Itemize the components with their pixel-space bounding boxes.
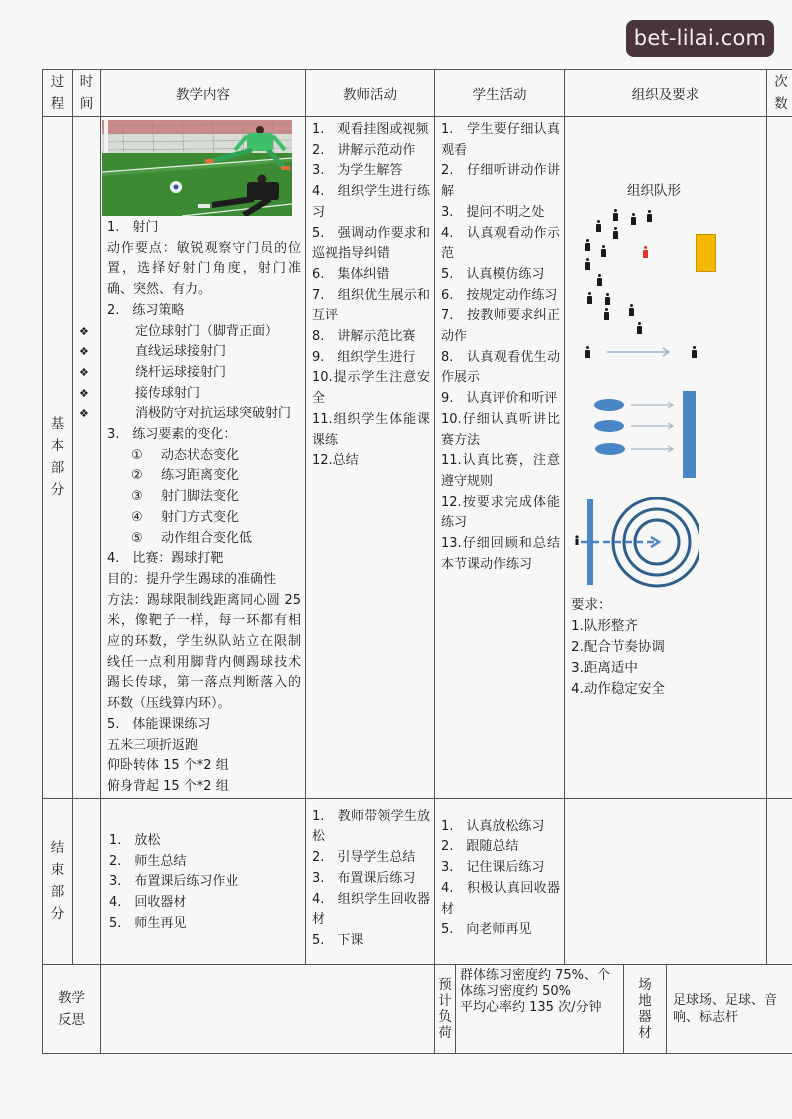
teacher-activity: 6. 集体纠错 xyxy=(312,266,390,282)
student-icon xyxy=(597,274,602,286)
student-icon xyxy=(613,227,618,239)
ending-student-list xyxy=(435,799,564,941)
section-3-title: 3. 练习要素的变化： xyxy=(107,427,237,443)
ending-content-item: 4. 回收器材 xyxy=(109,895,187,911)
strategy-item: ❖ 绕杆运球接射门 xyxy=(107,363,301,384)
strategy-item: ❖ 直线运球接射门 xyxy=(107,342,301,363)
requirement-item: 2.配合节奏协调 xyxy=(571,639,665,655)
requirement-item: 1.队形整齐 xyxy=(571,618,638,634)
student-icon xyxy=(637,322,642,334)
student-icon xyxy=(629,304,634,316)
reflection-label: 教学 反思 xyxy=(43,964,101,1053)
teacher-activity: 1. 观看挂图或视频 xyxy=(312,122,429,137)
student-activity: 13.仔细回顾和总结本节课动作练习 xyxy=(441,536,560,572)
student-activity: 8. 认真观看优生动作展示 xyxy=(441,349,560,386)
requirements-title: 要求： xyxy=(571,597,612,613)
student-activity: 9. 认真评价和听评 xyxy=(441,391,558,407)
ending-teacher-item: 2. 引导学生总结 xyxy=(312,850,416,866)
diamond-bullet-icon: ❖ xyxy=(79,345,89,359)
ending-teacher-cell xyxy=(306,798,435,964)
load-cell xyxy=(435,964,624,1053)
content-list xyxy=(79,218,305,798)
ending-student-item: 1. 认真放松练习 xyxy=(441,818,545,834)
basic-section-label: 基 本 部 分 xyxy=(43,117,73,799)
ending-content-item: 2. 师生总结 xyxy=(109,853,187,869)
fitness-item: 俯身背起 15 个*2 组 xyxy=(107,778,229,794)
student-activity: 11.认真比赛，注意遵守规则 xyxy=(441,453,560,489)
strategy-item: ❖ 消极防守对抗运球突破射门 xyxy=(107,404,301,425)
header-teacher: 教师活动 xyxy=(306,70,435,117)
ending-teacher-item: 5. 下课 xyxy=(312,932,364,948)
section-1-points: 动作要点：敏锐观察守门员的位置，选择好射门角度，射门准确、突然、有力。 xyxy=(107,240,301,298)
section-5-title: 5. 体能课课练习 xyxy=(107,716,211,732)
requirement-item: 3.距离适中 xyxy=(571,660,638,676)
header-time: 时 间 xyxy=(73,70,101,117)
ending-time-cell xyxy=(73,798,101,964)
soccer-photo-illustration xyxy=(102,120,292,216)
ending-content-cell xyxy=(101,798,306,964)
ending-count-cell xyxy=(767,798,792,964)
variation-item: ③ 射门脚法变化 xyxy=(131,489,240,505)
student-icon xyxy=(604,308,609,320)
teacher-activity: 3. 为学生解答 xyxy=(312,163,403,179)
student-activity: 1. 学生要仔细认真观看 xyxy=(441,122,560,158)
student-icon xyxy=(613,209,618,221)
ending-content-item: 5. 师生再见 xyxy=(109,915,187,931)
formation-diagram xyxy=(565,117,766,759)
teacher-activity: 9. 组织学生进行 xyxy=(312,349,416,365)
student-icon xyxy=(585,346,590,358)
basic-student-cell xyxy=(435,117,565,799)
variation-item: ② 练习距离变化 xyxy=(131,468,240,484)
teacher-icon xyxy=(643,246,648,258)
strategy-item: ❖ 接传球射门 xyxy=(107,384,301,405)
header-student: 学生活动 xyxy=(435,70,565,117)
student-icon xyxy=(631,213,636,225)
header-process: 过 程 xyxy=(43,70,73,117)
venue-text: 足球场、足球、音响、标志杆 xyxy=(667,964,792,1053)
ending-content-list xyxy=(101,828,305,935)
load-label: 预 计 负 荷 xyxy=(435,965,456,1053)
basic-section-row xyxy=(43,117,792,799)
lesson-plan-table xyxy=(42,69,792,1054)
ending-student-cell xyxy=(435,798,565,964)
student-activity-list xyxy=(435,117,564,575)
header-row xyxy=(43,70,792,117)
variation-item: ⑤ 动作组合变化低 xyxy=(131,530,253,546)
student-activity: 10.仔细认真听讲比赛方法 xyxy=(441,411,560,448)
ending-student-item: 5. 向老师再见 xyxy=(441,922,532,938)
goal-icon xyxy=(696,234,716,272)
basic-time-cell xyxy=(73,117,101,799)
student-icon xyxy=(605,293,610,305)
student-activity: 12.按要求完成体能练习 xyxy=(441,494,560,531)
ending-section-label: 结 束 部 分 xyxy=(43,798,73,964)
variation-item: ① 动态状态变化 xyxy=(131,447,240,463)
student-icon xyxy=(585,258,590,270)
section-2-title: 2. 练习策略 xyxy=(107,302,185,318)
student-activity: 6. 按规定动作练习 xyxy=(441,287,558,303)
ending-section-row xyxy=(43,798,792,964)
formation-title: 组织队形 xyxy=(627,183,681,199)
variation-item: ④ 射门方式变化 xyxy=(131,509,240,525)
footer-row xyxy=(43,964,792,1053)
student-icon xyxy=(585,239,590,251)
student-icon xyxy=(601,245,606,257)
basic-content-cell xyxy=(79,117,306,799)
ending-content-item: 1. 放松 xyxy=(109,832,161,848)
requirements-block xyxy=(571,595,665,700)
ending-teacher-item: 1. 教师带领学生放松 xyxy=(312,808,430,845)
teacher-activity: 2. 讲解示范动作 xyxy=(312,142,416,158)
pass-arrow-icon xyxy=(607,347,673,357)
wall-pass-drill-diagram xyxy=(593,388,705,480)
student-activity: 2. 仔细听讲动作讲解 xyxy=(441,163,560,200)
teacher-activity-list xyxy=(306,117,434,472)
student-activity: 3. 提问不明之处 xyxy=(441,204,545,220)
teacher-activity: 8. 讲解示范比赛 xyxy=(312,329,416,345)
student-activity: 7. 按教师要求纠正动作 xyxy=(441,308,560,345)
section-1-title: 1. 射门 xyxy=(107,220,159,235)
soccer-shot-photo xyxy=(102,120,292,216)
basic-count-cell xyxy=(767,117,792,799)
ending-student-item: 2. 跟随总结 xyxy=(441,839,519,855)
header-count: 次 数 xyxy=(767,70,792,117)
teacher-activity: 4. 组织学生进行练习 xyxy=(312,184,430,220)
student-icon xyxy=(692,346,697,358)
header-content: 教学内容 xyxy=(101,70,306,117)
student-icon xyxy=(647,210,652,222)
teacher-activity: 7. 组织优生展示和互评 xyxy=(312,287,430,324)
teacher-activity: 5. 强调动作要求和巡视指导纠错 xyxy=(312,225,430,262)
diamond-bullet-icon: ❖ xyxy=(79,365,89,379)
ending-content-item: 3. 布置课后练习作业 xyxy=(109,874,239,890)
section-4-title: 4. 比赛：踢球打靶 xyxy=(107,551,224,567)
ending-student-item: 4. 积极认真回收器材 xyxy=(441,880,560,917)
venue-label: 场 地 器 材 xyxy=(624,964,667,1053)
ending-organization-cell xyxy=(565,798,767,964)
fitness-item: 五米三项折返跑 xyxy=(107,737,199,753)
diamond-bullet-icon: ❖ xyxy=(79,324,89,338)
teacher-activity: 12.总结 xyxy=(312,453,359,469)
teacher-activity: 10.提示学生注意安全 xyxy=(312,370,430,407)
reflection-cell xyxy=(101,964,435,1053)
requirement-item: 4.动作稳定安全 xyxy=(571,681,665,697)
fitness-item: 仰卧转体 15 个*2 组 xyxy=(107,758,229,774)
section-4-method: 方法：踢球限制线距离同心圆 25 米，像靶子一样，每一环都有相应的环数，学生纵队站立在限制线任一点利用脚背内侧踢球技术踢长传球，第一落点判断落入的环数（压线算内环）。 xyxy=(107,592,301,712)
diamond-bullet-icon: ❖ xyxy=(79,386,89,400)
strategy-item: ❖ 定位球射门（脚背正面） xyxy=(107,322,301,343)
header-organization: 组织及要求 xyxy=(565,70,767,117)
student-icon xyxy=(596,220,601,232)
section-4-goal: 目的：提升学生踢球的准确性 xyxy=(107,571,277,587)
load-text: 群体练习密度约 75%、个体练习密度约 50% 平均心率约 135 次/分钟 xyxy=(460,967,611,1015)
watermark: bet-lilai.com xyxy=(626,20,774,57)
target-rings-diagram xyxy=(571,497,699,589)
basic-teacher-cell xyxy=(306,117,435,799)
ending-teacher-list xyxy=(306,799,434,952)
teacher-activity: 11.组织学生体能课课练 xyxy=(312,411,430,448)
student-icon xyxy=(587,292,592,304)
ending-teacher-item: 4. 组织学生回收器材 xyxy=(312,891,430,928)
diamond-bullet-icon: ❖ xyxy=(79,407,89,421)
ending-teacher-item: 3. 布置课后练习 xyxy=(312,870,416,886)
ending-student-item: 3. 记住课后练习 xyxy=(441,860,545,876)
basic-organization-cell xyxy=(565,117,767,799)
student-activity: 5. 认真模仿练习 xyxy=(441,266,545,282)
student-activity: 4. 认真观看动作示范 xyxy=(441,225,560,262)
